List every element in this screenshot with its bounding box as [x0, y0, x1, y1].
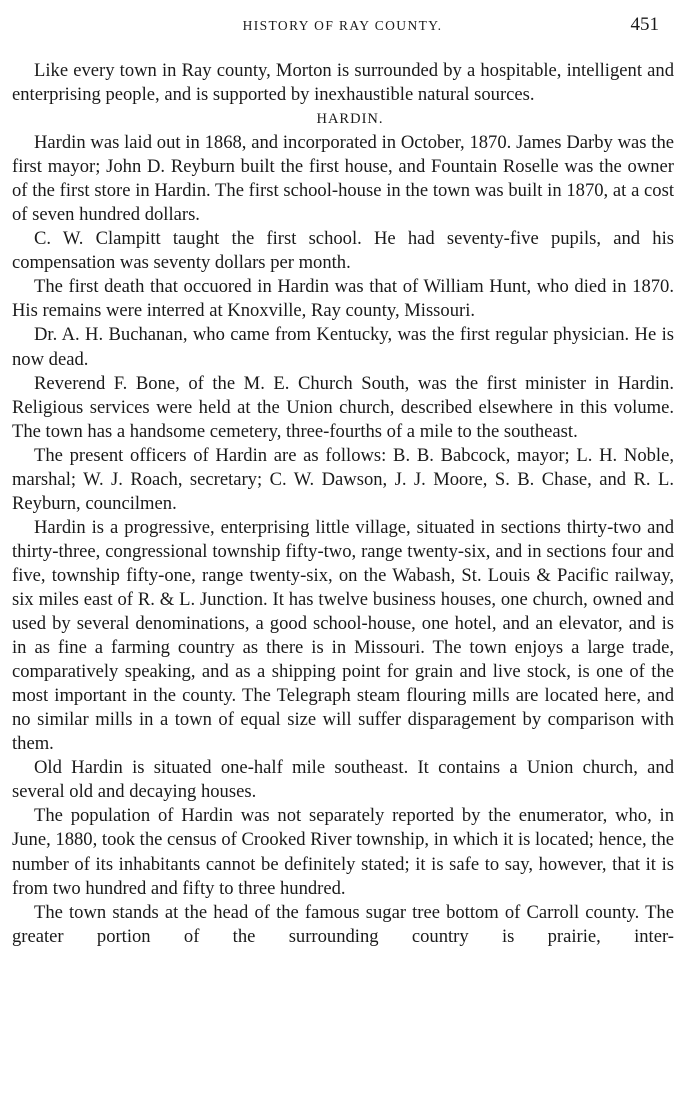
paragraph-population: The population of Hardin was not separately reported by the enumerator, who, in June, 1880, took the census of Crooked River township, in which it is located; hence, the number of its inhabitants cannot be definitely stated; it is safe to say, however, that it is from two hundred and fifty to three hundred.: [12, 805, 674, 899]
paragraph-first-physician: Dr. A. H. Buchanan, who came from Kentucky, was the first regular physician. He is now dead.: [12, 324, 674, 370]
paragraph-first-death: The first death that occuored in Hardin was that of William Hunt, who died in 1870. His remains were interred at Knoxville, Ray county, Missouri.: [12, 276, 674, 322]
page-number: 451: [630, 14, 659, 35]
paragraph-description: Hardin is a progressive, enterprising little village, situated in sections thirty-two and thirty-three, congressional township fifty-two, range twenty-six, and in sections four and five, township fifty-one, range twenty-six, on the Wabash, St. Louis & Pacific railway, six miles east of R. & L. Junction. It has twelve business houses, one church, owned and used by several denominations, a good school-house, one hotel, and an elevator, and is in as fine a farming country as there is in Missouri. The town enjoys a large trade, comparatively speaking, and as a shipping point for grain and live stock, is one of the most important in the county. The Telegraph steam flouring mills are located here, and no similar mills in a town of equal size will suffer disparagement by comparison with them.: [12, 516, 674, 755]
paragraph-first-school: C. W. Clampitt taught the first school. He had seventy-five pupils, and his compensation was seventy dollars per month.: [12, 228, 674, 274]
paragraph-first-minister: Reverend F. Bone, of the M. E. Church South, was the first minister in Hardin. Religious services were held at the Union church, described elsewhere in this volume. The town has a handsome cemetery, three-fourths of a mile to the southeast.: [12, 372, 674, 442]
intro-paragraph: Like every town in Ray county, Morton is surrounded by a hospitable, intelligent and enterprising people, and is supported by inexhaustible natural sources.: [12, 60, 674, 106]
section-heading: HARDIN.: [316, 111, 384, 128]
paragraph-old-hardin: Old Hardin is situated one-half mile southeast. It contains a Union church, and several old and decaying houses.: [12, 757, 674, 803]
text-body: [12, 59, 674, 949]
paragraph-surroundings: The town stands at the head of the famous sugar tree bottom of Carroll county. The greater portion of the surrounding country is prairie, inter-: [12, 901, 674, 947]
running-head: [12, 14, 673, 38]
paragraph-officers: The present officers of Hardin are as follows: B. B. Babcock, mayor; L. H. Noble, marshal; W. J. Roach, secretary; C. W. Dawson, J. J. Moore, S. B. Chase, and R. L. Reyburn, councilmen.: [12, 444, 674, 514]
paragraph-founding: Hardin was laid out in 1868, and incorporated in October, 1870. James Darby was the first mayor; John D. Reyburn built the first house, and Fountain Roselle was the owner of the first store in Hardin. The first school-house in the town was built in 1870, at a cost of seven hundred dollars.: [12, 132, 674, 226]
running-title: HISTORY OF RAY COUNTY.: [242, 18, 443, 33]
